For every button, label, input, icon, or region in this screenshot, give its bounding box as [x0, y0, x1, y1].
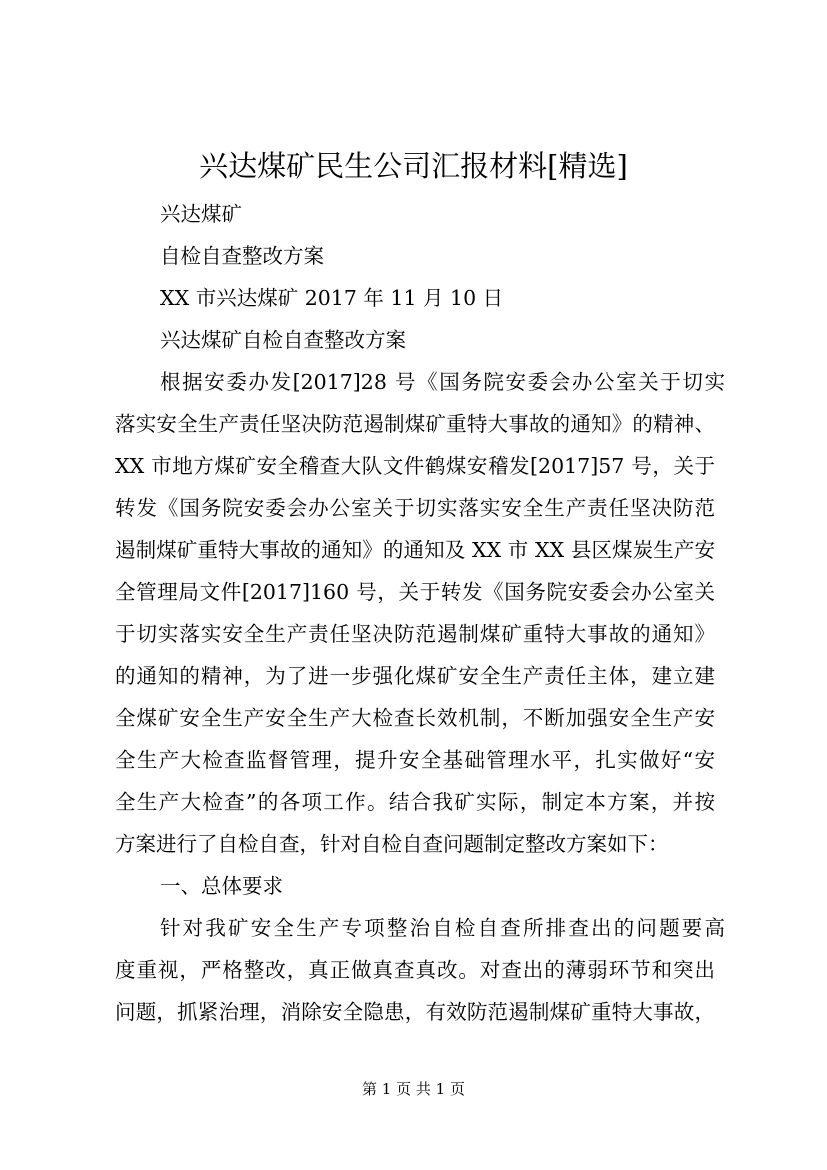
paragraph-line: 遏制煤矿重特大事故的通知》的通知及 XX 市 XX 县区煤炭生产安 [115, 538, 715, 562]
paragraph-line: 于切实落实安全生产责任坚决防范遏制煤矿重特大事故的通知》 [115, 622, 715, 646]
paragraph-line: 全生产大检查监督管理，提升安全基础管理水平，扎实做好“安 [115, 748, 715, 772]
paragraph-line: 根据安委办发[2017]28 号《国务院安委会办公室关于切实 [160, 370, 725, 394]
document-title: 兴达煤矿民生公司汇报材料[精选] [199, 149, 628, 183]
paragraph-line: 针对我矿安全生产专项整治自检自查所排查出的问题要高 [160, 916, 725, 940]
section-heading: 一、总体要求 [160, 874, 283, 898]
paragraph-line: 度重视，严格整改，真正做真查真改。对查出的薄弱环节和突出 [115, 958, 715, 982]
text-line: 自检自查整改方案 [160, 244, 324, 268]
paragraph-line: 全管理局文件[2017]160 号，关于转发《国务院安委会办公室关 [115, 580, 715, 604]
text-line: XX 市兴达煤矿 2017 年 11 月 10 日 [160, 286, 504, 310]
paragraph-line: 的通知的精神，为了进一步强化煤矿安全生产责任主体，建立建 [115, 664, 715, 688]
paragraph-line: 全煤矿安全生产安全生产大检查长效机制，不断加强安全生产安 [115, 706, 715, 730]
paragraph-line: 方案进行了自检自查，针对自检自查问题制定整改方案如下： [115, 832, 669, 856]
text-line: 兴达煤矿 [160, 202, 242, 226]
paragraph-line: 落实安全生产责任坚决防范遏制煤矿重特大事故的通知》的精神、 [115, 412, 715, 436]
paragraph-line: XX 市地方煤矿安全稽查大队文件鹤煤安稽发[2017]57 号，关于 [115, 454, 715, 478]
paragraph-line: 全生产大检查”的各项工作。结合我矿实际，制定本方案，并按 [115, 790, 715, 814]
page-footer: 第 1 页 共 1 页 [362, 1080, 465, 1098]
paragraph-line: 问题，抓紧治理，消除安全隐患，有效防范遏制煤矿重特大事故， [115, 1000, 715, 1024]
paragraph-line: 转发《国务院安委会办公室关于切实落实安全生产责任坚决防范 [115, 496, 715, 520]
text-line: 兴达煤矿自检自查整改方案 [160, 328, 406, 352]
